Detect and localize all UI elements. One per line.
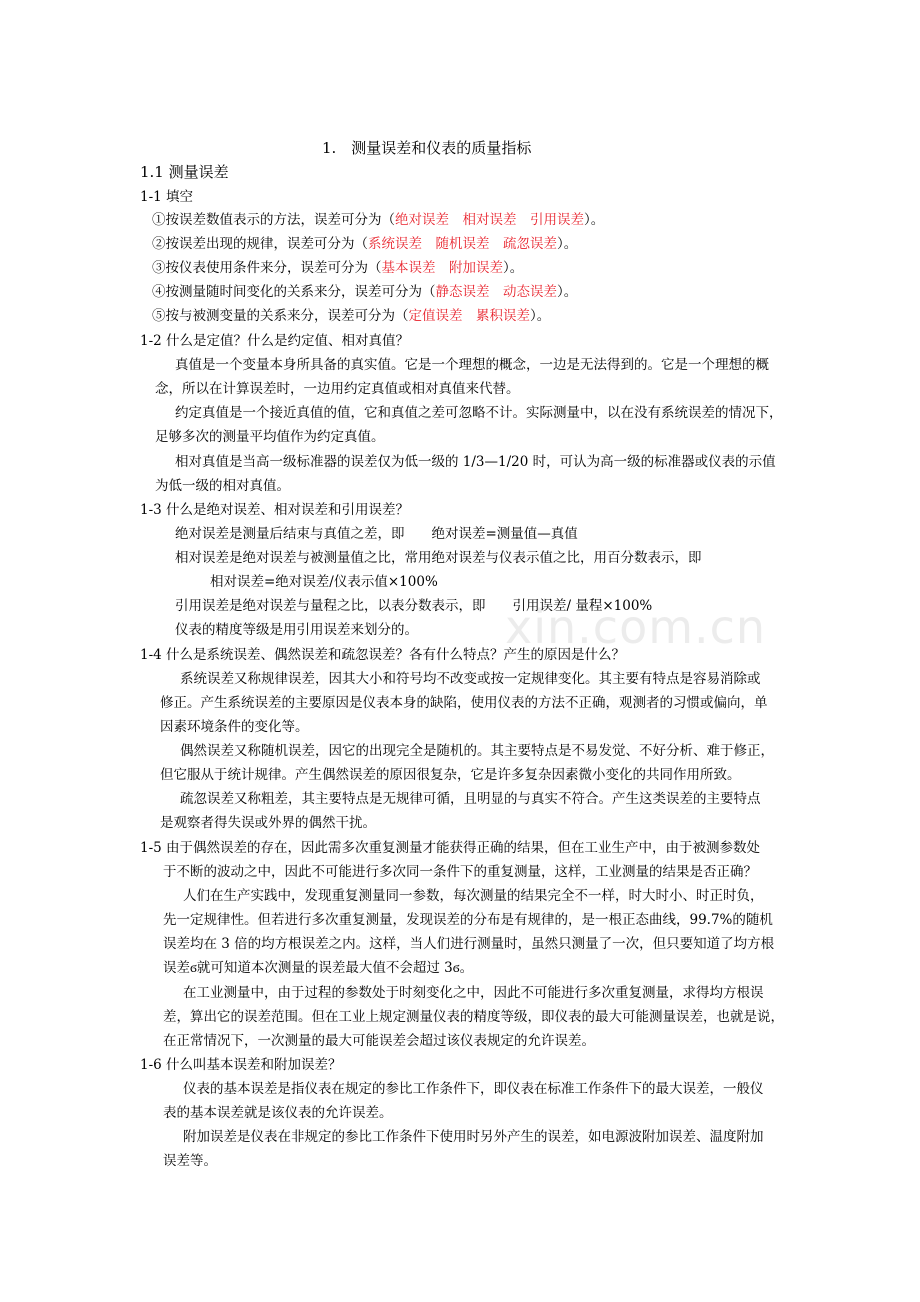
answer-line: 绝对误差是测量后结束与真值之差，即 绝对误差=测量值—真值 (175, 526, 578, 542)
watermark: xin.com.cn (505, 600, 767, 654)
question-1-3-heading: 1-3 什么是绝对误差、相对误差和引用误差？ (140, 502, 410, 518)
question-1-6-heading: 1-6 什么叫基本误差和附加误差？ (140, 1057, 342, 1073)
answer-line: 误差ϭ就可知道本次测量的误差最大值不会超过 3ϭ。 (163, 960, 474, 976)
answer-line: 引用误差是绝对误差与量程之比，以表分数表示，即 引用误差/ 量程×100% (175, 598, 653, 614)
answer-line: 疏忽误差又称粗差，其主要特点是无规律可循，且明显的与真实不符合。产生这类误差的主要特点 (180, 791, 761, 807)
answer-line: 为低一级的相对真值。 (155, 478, 290, 494)
fill-answer: 绝对误差 相对误差 引用误差 (395, 212, 584, 228)
question-1-5-heading-cont: 于不断的波动之中，因此不可能进行多次同一条件下的重复测量，这样，工业测量的结果是否正确？ (163, 864, 757, 880)
fill-item-text: ）。 (584, 212, 605, 228)
fill-item-2 (152, 234, 577, 254)
answer-line: 因素环境条件的变化等。 (160, 719, 309, 735)
formula-line: 相对误差=绝对误差/仪表示值×100% (210, 574, 438, 590)
document-title: 1. 测量误差和仪表的质量指标 (322, 139, 532, 157)
fill-item-text: ）。 (503, 260, 524, 276)
fill-item-text: ⑤按与被测变量的关系来分，误差可分为（ (152, 308, 409, 324)
fill-item-5 (152, 306, 550, 326)
answer-line: 修正。产生系统误差的主要原因是仪表本身的缺陷，使用仪表的方法不正确，观测者的习惯或偏向，单 (160, 695, 768, 711)
fill-answer: 静态误差 动态误差 (435, 284, 557, 300)
answer-line: 是观察者得失误或外界的偶然干扰。 (160, 815, 376, 831)
question-1-4-heading: 1-4 什么是系统误差、偶然误差和疏忽误差？各有什么特点？产生的原因是什么？ (140, 647, 626, 663)
answer-line: 真值是一个变量本身所具备的真实值。它是一个理想的概念，一边是无法得到的。它是一个理想的概 (175, 357, 769, 373)
answer-line: 偶然误差又称随机误差，因它的出现完全是随机的。其主要特点是不易发觉、不好分析、难于修正， (180, 743, 774, 759)
answer-line: 念，所以在计算误差时，一边用约定真值或相对真值来代替。 (155, 381, 520, 397)
answer-line: 误差等。 (163, 1153, 217, 1169)
section-heading: 1.1 测量误差 (140, 163, 229, 181)
question-1-1-heading: 1-1 填空 (140, 189, 194, 205)
fill-item-text: ③按仪表使用条件来分，误差可分为（ (152, 260, 382, 276)
answer-line: 相对真值是当高一级标准器的误差仅为低一级的 1/3—1/20 时，可认为高一级的标准器或仪表的示值 (175, 454, 776, 470)
fill-item-text: ④按测量随时间变化的关系来分，误差可分为（ (152, 284, 436, 300)
answer-line: 约定真值是一个接近真值的值，它和真值之差可忽略不计。实际测量中，以在没有系统误差的情况下， (175, 405, 783, 421)
answer-line: 仪表的精度等级是用引用误差来划分的。 (175, 622, 418, 638)
question-1-5-heading: 1-5 由于偶然误差的存在，因此需多次重复测量才能获得正确的结果，但在工业生产中，由于被测参数处 (140, 840, 761, 856)
answer-line: 差，算出它的误差范围。但在工业上规定测量仪表的精度等级，即仪表的最大可能测量误差，也就是说， (163, 1009, 784, 1025)
answer-line: 相对误差是绝对误差与被测量值之比，常用绝对误差与仪表示值之比，用百分数表示，即 (175, 550, 702, 566)
answer-line: 但它服从于统计规律。产生偶然误差的原因很复杂，它是许多复杂因素微小变化的共同作用所致。 (160, 767, 741, 783)
fill-item-1 (152, 210, 604, 230)
fill-item-text: ①按误差数值表示的方法，误差可分为（ (152, 212, 395, 228)
fill-answer: 定值误差 累积误差 (408, 308, 530, 324)
question-1-2-heading: 1-2 什么是定值？什么是约定值、相对真值？ (140, 333, 410, 349)
answer-line: 表的基本误差就是该仪表的允许误差。 (163, 1105, 393, 1121)
answer-line: 仪表的基本误差是指仪表在规定的参比工作条件下，即仪表在标准工作条件下的最大误差，一般仪 (183, 1081, 764, 1097)
answer-line: 系统误差又称规律误差，因其大小和符号均不改变或按一定规律变化。其主要有特点是容易消除或 (180, 671, 761, 687)
fill-item-text: ）。 (557, 236, 578, 252)
fill-item-text: ）。 (557, 284, 578, 300)
answer-line: 人们在生产实践中，发现重复测量同一参数，每次测量的结果完全不一样，时大时小、时正时负， (183, 888, 764, 904)
answer-line: 附加误差是仪表在非规定的参比工作条件下使用时另外产生的误差，如电源波附加误差、温度附加 (183, 1129, 764, 1145)
answer-line: 在工业测量中，由于过程的参数处于时刻变化之中，因此不可能进行多次重复测量，求得均方根误 (183, 985, 764, 1001)
answer-line: 足够多次的测量平均值作为约定真值。 (155, 429, 385, 445)
fill-answer: 基本误差 附加误差 (381, 260, 503, 276)
fill-item-3 (152, 258, 523, 278)
answer-line: 在正常情况下，一次测量的最大可能误差会超过该仪表规定的允许误差。 (163, 1033, 595, 1049)
fill-item-text: ②按误差出现的规律，误差可分为（ (152, 236, 368, 252)
answer-line: 先一定规律性。但若进行多次重复测量，发现误差的分布是有规律的，是一根正态曲线，99.7%的随机 (163, 912, 773, 928)
answer-line: 误差均在 3 倍的均方根误差之内。这样，当人们进行测量时，虽然只测量了一次，但只要知道了均方根 (163, 936, 775, 952)
fill-item-text: ）。 (530, 308, 551, 324)
fill-item-4 (152, 282, 577, 302)
fill-answer: 系统误差 随机误差 疏忽误差 (368, 236, 557, 252)
